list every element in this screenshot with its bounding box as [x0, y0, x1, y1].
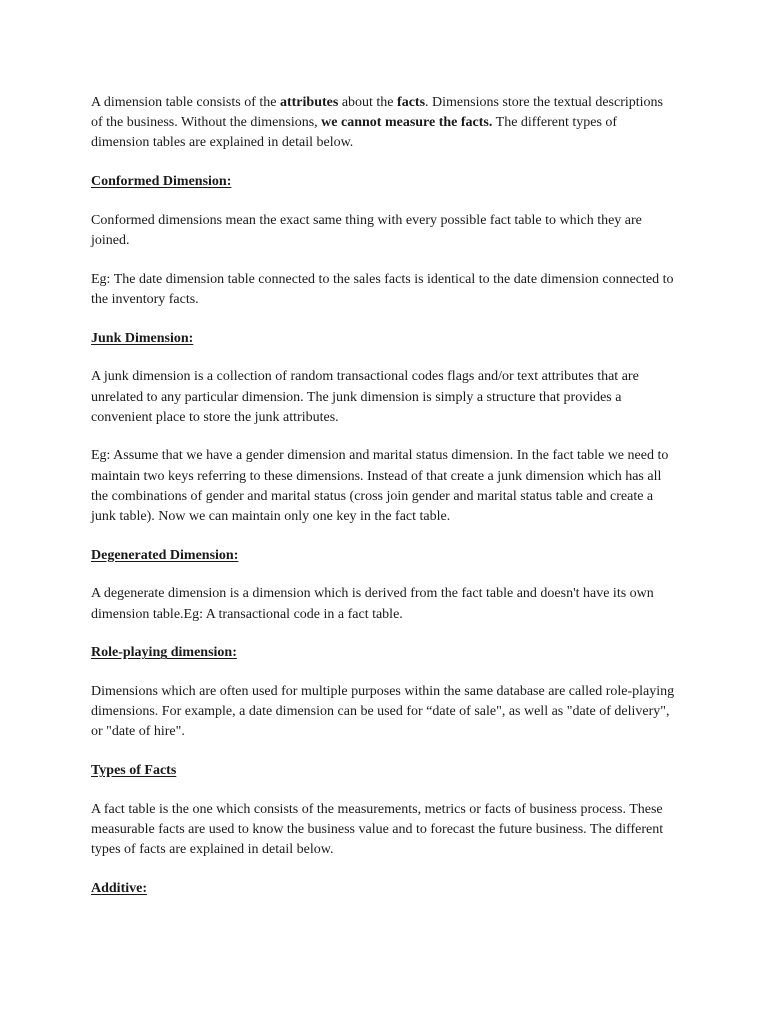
degenerated-dimension-heading: Degenerated Dimension: [91, 547, 239, 563]
types-of-facts-definition: A fact table is the one which consists of the measurements, metrics or facts of business process. These measurable facts are used to know the business value and to forecast the future business. The different types of facts are explained in detail below. [91, 801, 664, 858]
junk-example: Eg: Assume that we have a gender dimension and marital status dimension. In the fact table we need to maintain two keys referring to these dimensions. Instead of that create a junk dimension which has all the combinations of gender and marital status (cross join gender and marital status table and create a junk table). Now we can maintain only one key in the fact table. [91, 448, 669, 525]
intro-bold-cannot-measure: we cannot measure the facts. [321, 115, 493, 131]
conformed-dimension-heading: Conformed Dimension: [91, 174, 232, 190]
junk-dimension-heading: Junk Dimension: [91, 330, 194, 346]
types-of-facts-heading: Types of Facts [91, 763, 177, 779]
intro-text-3: . Dimensions store the textual descriptions of the business. Without the dimensions, [91, 95, 663, 131]
intro-text-1: A dimension table consists of the [91, 95, 280, 110]
role-playing-definition: Dimensions which are often used for multiple purposes within the same database are called role-playing dimensions. For example, a date dimension can be used for “date of sale", as well as "date of delivery", or "date of hire". [91, 684, 675, 740]
intro-bold-attributes: attributes [279, 95, 339, 110]
intro-paragraph [91, 93, 678, 154]
degenerated-definition: A degenerate dimension is a dimension which is derived from the fact table and doesn't have its own dimension table.Eg: A transactional code in a fact table. [91, 586, 654, 622]
intro-bold-facts: facts [397, 95, 426, 110]
conformed-example: Eg: The date dimension table connected to the sales facts is identical to the date dimension connected to the inventory facts. [91, 271, 674, 307]
intro-text-4: The different types of dimension tables are explained in detail below. [91, 115, 618, 151]
intro-text-2: about the [338, 95, 398, 110]
role-playing-dimension-heading: Role-playing dimension: [91, 645, 237, 661]
conformed-definition: Conformed dimensions mean the exact same thing with every possible fact table to which they are joined. [91, 212, 642, 249]
junk-definition: A junk dimension is a collection of random transactional codes flags and/or text attributes that are unrelated to any particular dimension. The junk dimension is simply a structure that provides a convenient place to store the junk attributes. [91, 369, 639, 425]
additive-heading: Additive: [91, 880, 147, 896]
